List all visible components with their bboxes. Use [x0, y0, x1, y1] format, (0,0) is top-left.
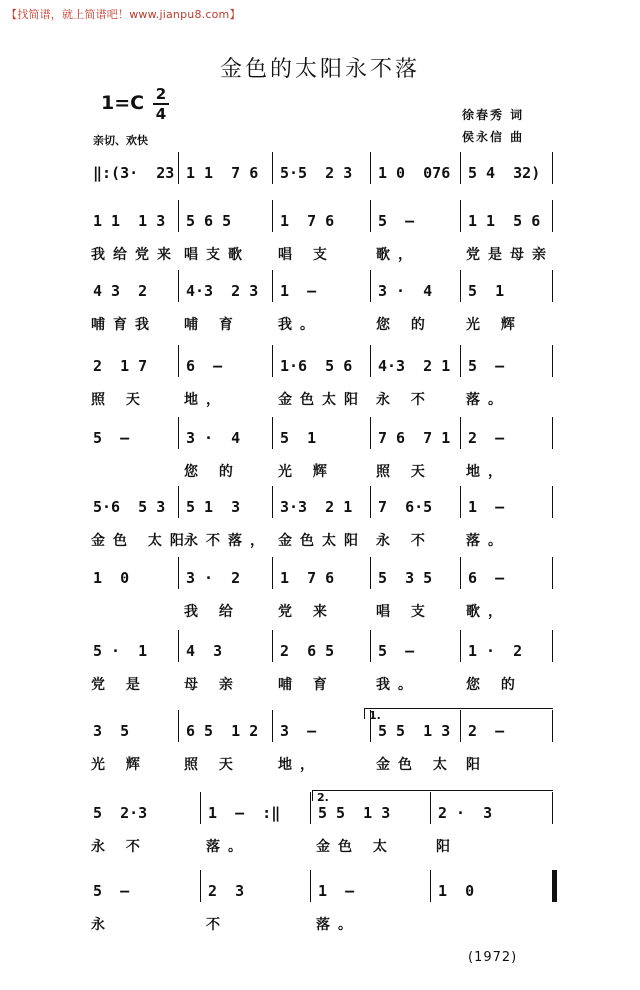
lyrics-line — [0, 530, 640, 552]
measure-notes: 3 · 4 — [378, 282, 433, 300]
lyric-text: 我。 — [376, 677, 420, 693]
lyric-text: 永 — [91, 917, 113, 933]
barline — [178, 486, 179, 518]
measure-notes: 4·3 2 3 — [186, 282, 259, 300]
lyric-text: 光 辉 — [91, 757, 148, 773]
measure-notes: ‖:(3· 23 — [93, 164, 175, 182]
barline — [272, 270, 273, 302]
measure-notes: 5 — — [378, 212, 415, 230]
lyric-text: 落。 — [316, 917, 360, 933]
barline — [310, 792, 311, 824]
barline — [272, 557, 273, 589]
lyrics-line — [0, 461, 640, 483]
barline — [272, 630, 273, 662]
lyrics-line — [0, 244, 640, 266]
barline — [552, 557, 553, 589]
measure-notes: 7 6·5 — [378, 498, 433, 516]
volta-bracket — [364, 708, 553, 719]
measure-notes: 3·3 2 1 — [280, 498, 353, 516]
barline — [272, 200, 273, 232]
lyric-text: 地， — [466, 464, 510, 480]
lyric-text: 唱 支 — [376, 604, 433, 620]
measure-notes: 5 2·3 — [93, 804, 148, 822]
measure-notes: 5 · 1 — [93, 642, 148, 660]
barline — [460, 152, 461, 184]
lyric-text: 阳 — [466, 757, 488, 773]
measure-notes: 1 0 — [93, 569, 130, 587]
measure-notes: 1 — — [318, 882, 355, 900]
measure-notes: 5 1 — [280, 429, 317, 447]
lyric-text: 歌， — [466, 604, 510, 620]
barline — [272, 152, 273, 184]
measure-notes: 3 · 2 — [186, 569, 241, 587]
lyric-text: 金色太阳 — [278, 392, 366, 408]
barline — [370, 345, 371, 377]
measure-notes: 3 — — [280, 722, 317, 740]
barline — [552, 200, 553, 232]
lyric-text: 金色 太阳 — [91, 533, 192, 549]
lyrics-line — [0, 601, 640, 623]
measure-notes: 5 5 1 3 — [318, 804, 391, 822]
lyric-text: 照 天 — [184, 757, 241, 773]
lyric-text: 照 天 — [376, 464, 433, 480]
lyric-text: 落。 — [466, 533, 510, 549]
lyric-text: 我 给 — [184, 604, 241, 620]
measure-notes: 5 6 5 — [186, 212, 232, 230]
measure-notes: 5 5 1 3 — [378, 722, 451, 740]
barline — [178, 345, 179, 377]
measure-notes: 5 — — [93, 429, 130, 447]
barline — [460, 417, 461, 449]
barline — [460, 630, 461, 662]
notes-line — [0, 278, 640, 308]
barline — [460, 557, 461, 589]
lyric-text: 永 不 — [376, 392, 433, 408]
lyric-text: 落。 — [466, 392, 510, 408]
measure-notes: 4·3 2 1 — [378, 357, 451, 375]
volta-label: 1. — [369, 709, 381, 722]
notes-line — [0, 208, 640, 238]
measure-notes: 2 · 3 — [438, 804, 493, 822]
barline — [370, 270, 371, 302]
measure-notes: 1 0 076 — [378, 164, 451, 182]
barline — [370, 630, 371, 662]
measure-notes: 6 — — [186, 357, 223, 375]
measure-notes: 5·6 5 3 — [93, 498, 166, 516]
lyric-text: 唱 支 — [278, 247, 335, 263]
barline — [200, 792, 201, 824]
measure-notes: 1 7 6 — [280, 212, 335, 230]
measure-notes: 1 1 7 6 — [186, 164, 259, 182]
lyric-text: 金色 太 — [316, 839, 395, 855]
notes-line — [0, 565, 640, 595]
measure-notes: 1 — — [280, 282, 317, 300]
barline — [552, 870, 557, 902]
lyric-text: 歌， — [376, 247, 420, 263]
barline — [178, 630, 179, 662]
song-title: 金色的太阳永不落 — [219, 57, 420, 82]
measure-notes: 3 · 4 — [186, 429, 241, 447]
lyric-text: 照 天 — [91, 392, 148, 408]
barline — [178, 152, 179, 184]
notes-line — [0, 718, 640, 748]
site-banner: 【找简谱，就上简谱吧！www.jianpu8.com】 — [6, 8, 241, 21]
notes-line — [0, 494, 640, 524]
measure-notes: 1 0 — [438, 882, 475, 900]
barline — [178, 557, 179, 589]
measure-notes: 1 · 2 — [468, 642, 523, 660]
barline — [272, 710, 273, 742]
notes-line — [0, 800, 640, 830]
measure-notes: 5·5 2 3 — [280, 164, 353, 182]
lyric-text: 我。 — [278, 317, 322, 333]
notes-line — [0, 425, 640, 455]
measure-notes: 2 — — [468, 722, 505, 740]
lyric-text: 您 的 — [184, 464, 241, 480]
lyric-text: 地， — [278, 757, 322, 773]
barline — [552, 486, 553, 518]
measure-notes: 5 1 — [468, 282, 505, 300]
lyric-text: 不 — [206, 917, 228, 933]
lyrics-line — [0, 674, 640, 696]
notes-line — [0, 160, 640, 190]
lyrics-line — [0, 314, 640, 336]
lyric-text: 哺育我 — [91, 317, 157, 333]
barline — [460, 486, 461, 518]
barline — [460, 345, 461, 377]
measure-notes: 1 — :‖ — [208, 804, 281, 822]
barline — [370, 557, 371, 589]
lyric-text: 阳 — [436, 839, 458, 855]
measure-notes: 5 4 32) — [468, 164, 541, 182]
measure-notes: 1·6 5 6 — [280, 357, 353, 375]
measure-notes: 4 3 2 — [93, 282, 148, 300]
notes-line — [0, 638, 640, 668]
barline — [552, 345, 553, 377]
time-signature-top: 2 — [155, 85, 167, 103]
lyric-text: 光 辉 — [278, 464, 335, 480]
barline — [272, 345, 273, 377]
lyric-text: 唱支歌 — [184, 247, 250, 263]
measure-notes: 5 — — [93, 882, 130, 900]
lyric-text: 党 是 — [91, 677, 148, 693]
barline — [310, 870, 311, 902]
measure-notes: 1 — — [468, 498, 505, 516]
measure-notes: 5 — — [378, 642, 415, 660]
lyric-text: 党是母亲 — [466, 247, 554, 263]
barline — [178, 270, 179, 302]
lyric-text: 落。 — [206, 839, 250, 855]
lyrics-line — [0, 914, 640, 936]
measure-notes: 5 1 3 — [186, 498, 241, 516]
measure-notes: 2 3 — [208, 882, 245, 900]
measure-notes: 1 1 1 3 — [93, 212, 166, 230]
lyric-text: 您 的 — [466, 677, 523, 693]
lyric-text: 哺 育 — [184, 317, 241, 333]
lyric-text: 永 不 — [91, 839, 148, 855]
credits — [462, 104, 524, 148]
barline — [460, 270, 461, 302]
lyrics-line — [0, 389, 640, 411]
key-signature: 1=C — [101, 92, 145, 114]
barline — [552, 152, 553, 184]
barline — [178, 710, 179, 742]
measure-notes: 5 3 5 — [378, 569, 433, 587]
volta-label: 2. — [317, 791, 329, 804]
volta-bracket — [312, 790, 553, 801]
barline — [430, 870, 431, 902]
lyric-text: 我给党来 — [91, 247, 179, 263]
barline — [272, 417, 273, 449]
notes-line — [0, 353, 640, 383]
lyric-text: 金色 太 — [376, 757, 455, 773]
barline — [370, 200, 371, 232]
lyrics-line — [0, 754, 640, 776]
barline — [370, 417, 371, 449]
lyric-text: 哺 育 — [278, 677, 335, 693]
lyric-text: 您 的 — [376, 317, 433, 333]
lyrics-line — [0, 836, 640, 858]
barline — [552, 270, 553, 302]
time-signature-bottom: 4 — [155, 105, 167, 123]
measure-notes: 4 3 — [186, 642, 223, 660]
measure-notes: 2 6 5 — [280, 642, 335, 660]
time-signature — [153, 86, 169, 122]
measure-notes: 1 7 6 — [280, 569, 335, 587]
composer-credit: 侯永信 曲 — [462, 130, 525, 144]
lyric-text: 金色太阳 — [278, 533, 366, 549]
barline — [370, 486, 371, 518]
measure-notes: 5 — — [468, 357, 505, 375]
barline — [552, 630, 553, 662]
barline — [370, 152, 371, 184]
lyric-text: 永 不 — [376, 533, 433, 549]
lyric-text: 地， — [184, 392, 228, 408]
barline — [178, 200, 179, 232]
measure-notes: 6 5 1 2 — [186, 722, 259, 740]
lyric-text: 党 来 — [278, 604, 335, 620]
measure-notes: 2 — — [468, 429, 505, 447]
lyricist-credit: 徐春秀 词 — [462, 108, 525, 122]
measure-notes: 7 6 7 1 — [378, 429, 451, 447]
barline — [178, 417, 179, 449]
measure-notes: 3 5 — [93, 722, 130, 740]
barline — [200, 870, 201, 902]
lyric-text: 永不落， — [184, 533, 272, 549]
measure-notes: 1 1 5 6 — [468, 212, 541, 230]
barline — [460, 200, 461, 232]
barline — [552, 417, 553, 449]
lyric-text: 光 辉 — [466, 317, 523, 333]
measure-notes: 2 1 7 — [93, 357, 148, 375]
notes-line — [0, 878, 640, 908]
barline — [272, 486, 273, 518]
lyric-text: 母 亲 — [184, 677, 241, 693]
measure-notes: 6 — — [468, 569, 505, 587]
composition-year: (1972) — [468, 950, 518, 965]
tempo-marking: 亲切、欢快 — [93, 134, 148, 147]
